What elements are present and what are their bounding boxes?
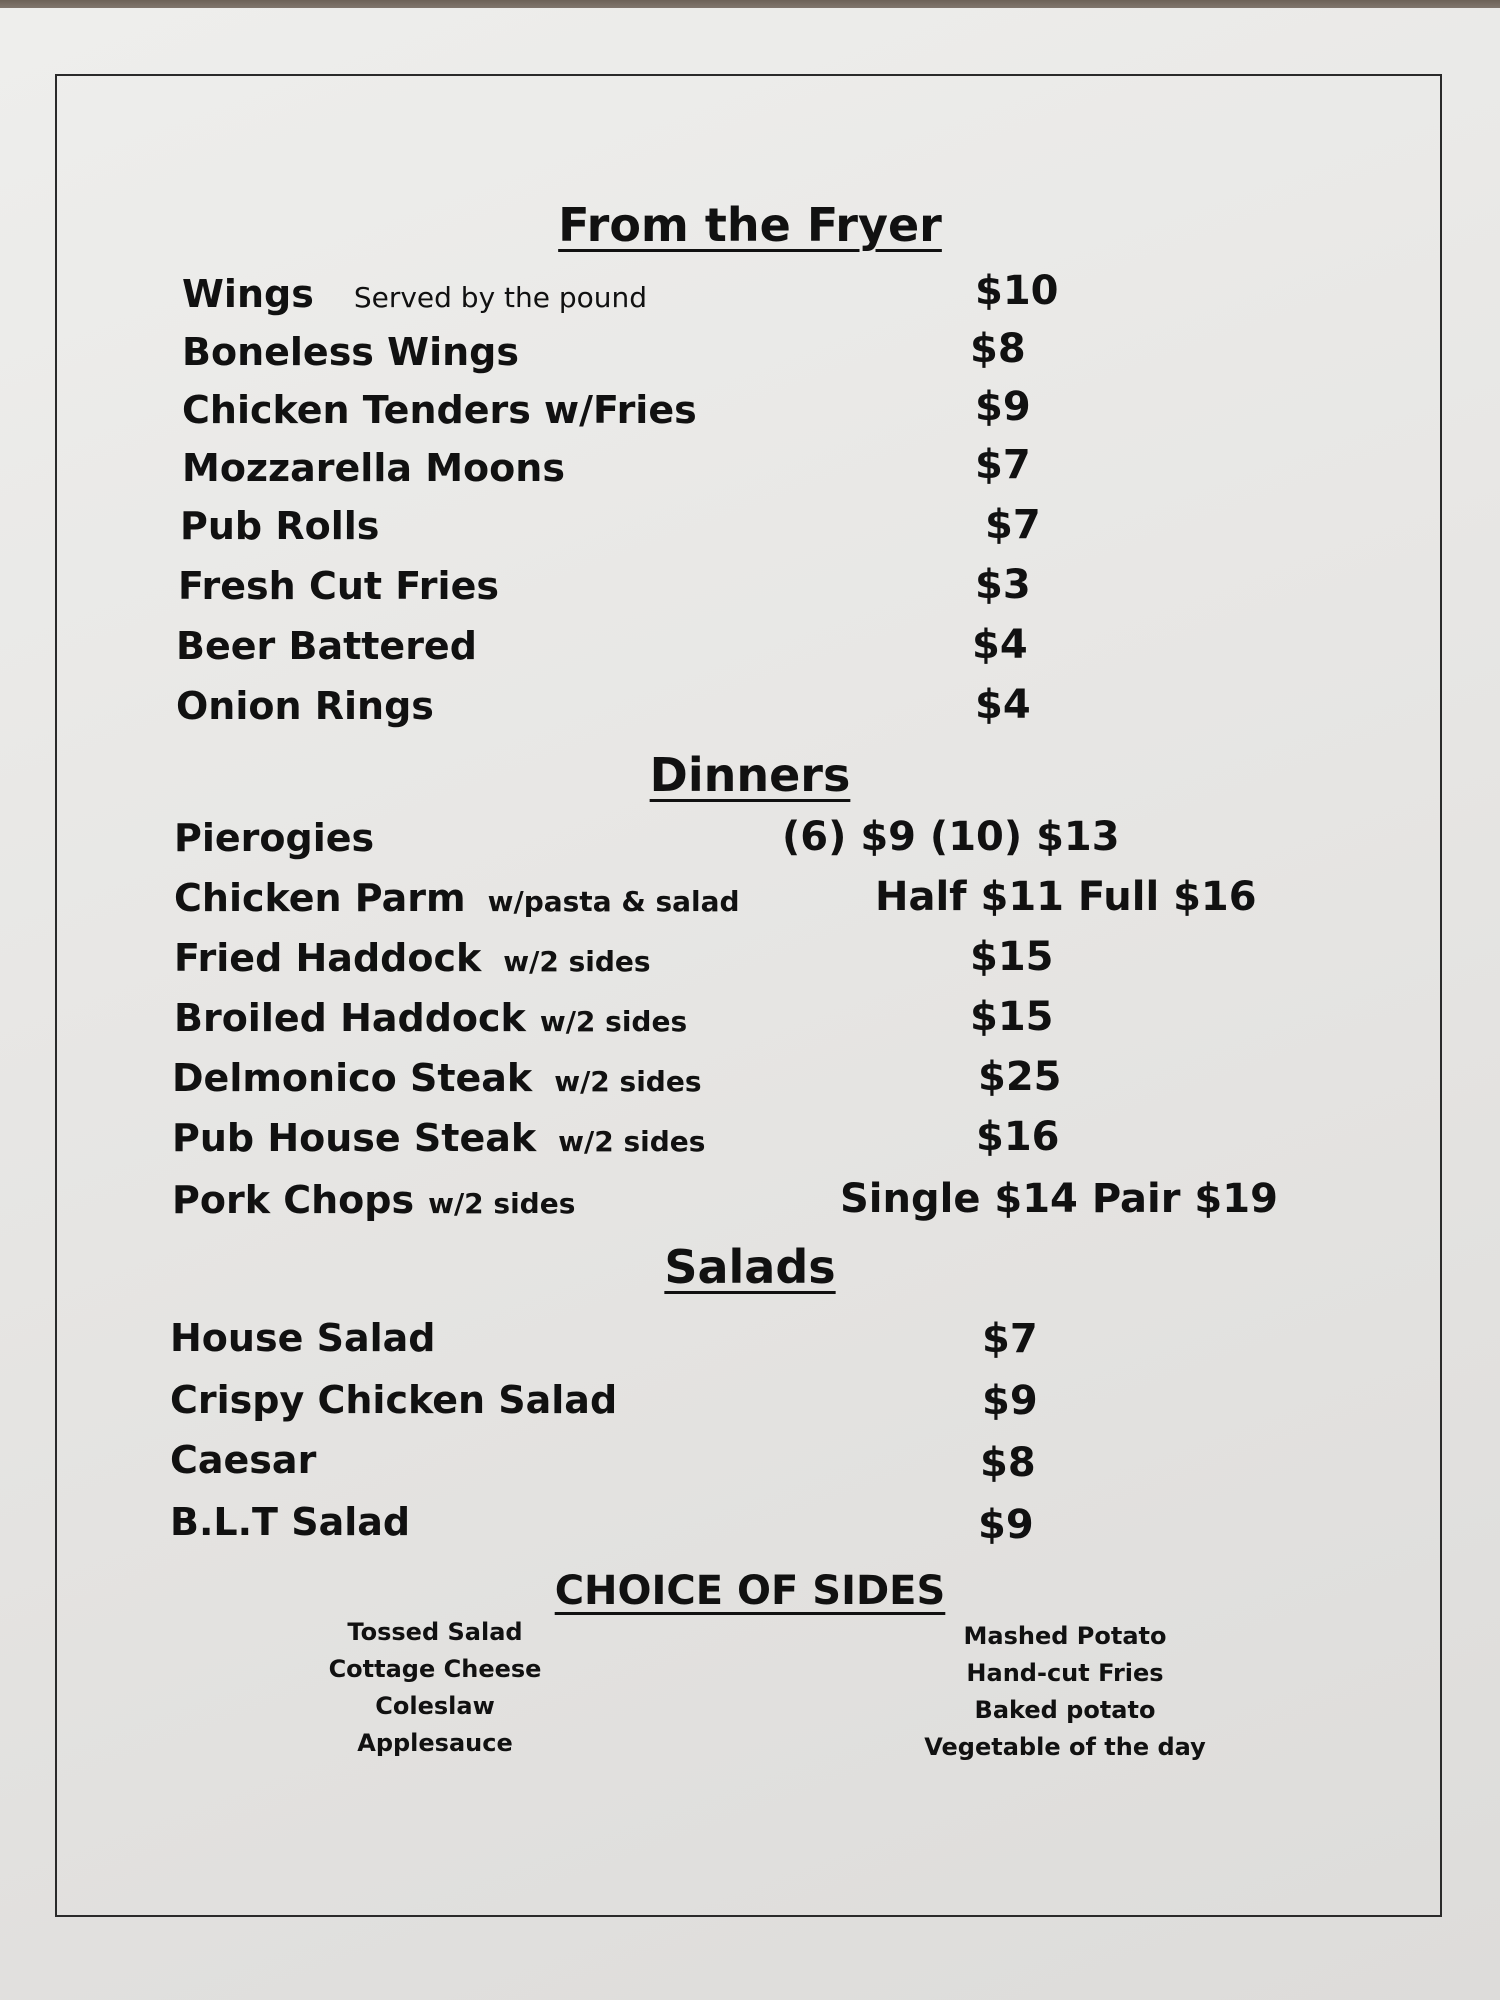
- side-item: Mashed Potato: [963, 1622, 1167, 1650]
- item-note: w/2 sides: [539, 1005, 688, 1038]
- section-title-salads: Salads: [664, 1240, 836, 1294]
- item-name: Chicken Tenders w/Fries: [182, 388, 697, 432]
- item-price: $15: [970, 994, 1054, 1040]
- item-name: Fresh Cut Fries: [178, 564, 499, 608]
- item-price: Single $14 Pair $19: [840, 1176, 1278, 1222]
- side-item: Coleslaw: [375, 1692, 495, 1720]
- section-title-dinners: Dinners: [649, 748, 851, 802]
- item-note: w/2 sides: [558, 1125, 706, 1158]
- side-item: Vegetable of the day: [924, 1733, 1206, 1761]
- item-note: w/2 sides: [554, 1065, 702, 1098]
- item-name: Pub Rolls: [180, 504, 380, 548]
- item-price: $10: [975, 268, 1059, 314]
- item-name: Boneless Wings: [182, 330, 519, 374]
- section-title-sides: CHOICE OF SIDES: [554, 1568, 946, 1614]
- item-price: $7: [985, 502, 1041, 548]
- item-price: $25: [978, 1054, 1062, 1100]
- item-price: (6) $9 (10) $13: [782, 814, 1120, 860]
- item-note: w/2 sides: [428, 1187, 576, 1220]
- menu-item: [182, 272, 647, 316]
- item-price: $7: [982, 1316, 1038, 1362]
- item-name: Caesar: [170, 1438, 317, 1482]
- item-name: Beer Battered: [176, 624, 477, 668]
- side-item: Cottage Cheese: [328, 1655, 542, 1683]
- item-name: Pork Chops: [172, 1178, 415, 1222]
- menu-item: [172, 1178, 575, 1222]
- item-price: $9: [975, 384, 1031, 430]
- item-price: $3: [975, 562, 1031, 608]
- section-title-fryer: From the Fryer: [558, 198, 942, 252]
- item-price: $4: [975, 682, 1031, 728]
- item-price: Half $11 Full $16: [875, 874, 1257, 920]
- item-price: $15: [970, 934, 1054, 980]
- menu-item: [174, 876, 740, 920]
- side-item: Applesauce: [357, 1729, 513, 1757]
- item-note: w/2 sides: [503, 945, 651, 978]
- menu-item: [172, 1056, 702, 1100]
- menu-item: [174, 936, 651, 980]
- item-note: w/pasta & salad: [487, 885, 740, 918]
- side-item: Tossed Salad: [347, 1618, 523, 1646]
- side-item: Baked potato: [974, 1696, 1156, 1724]
- menu-item: [174, 996, 687, 1040]
- item-note: Served by the pound: [353, 281, 648, 314]
- item-name: B.L.T Salad: [170, 1500, 411, 1544]
- item-name: Broiled Haddock: [174, 996, 526, 1040]
- menu-sheet: [0, 8, 1500, 2000]
- item-name: Onion Rings: [176, 684, 434, 728]
- item-name: Mozzarella Moons: [182, 446, 565, 490]
- item-name: Wings: [182, 272, 314, 316]
- item-price: $16: [976, 1114, 1060, 1160]
- item-price: $9: [982, 1378, 1038, 1424]
- item-name: Pierogies: [174, 816, 375, 860]
- menu-item: [172, 1116, 705, 1160]
- side-item: Hand-cut Fries: [966, 1659, 1164, 1687]
- item-name: Pub House Steak: [172, 1116, 537, 1160]
- item-price: $8: [980, 1440, 1036, 1486]
- item-price: $7: [975, 442, 1031, 488]
- item-name: Delmonico Steak: [172, 1056, 533, 1100]
- item-name: Crispy Chicken Salad: [170, 1378, 618, 1422]
- item-price: $4: [972, 622, 1028, 668]
- item-name: Fried Haddock: [174, 936, 482, 980]
- item-price: $8: [970, 326, 1026, 372]
- item-name: Chicken Parm: [174, 876, 466, 920]
- item-name: House Salad: [170, 1316, 436, 1360]
- item-price: $9: [978, 1502, 1034, 1548]
